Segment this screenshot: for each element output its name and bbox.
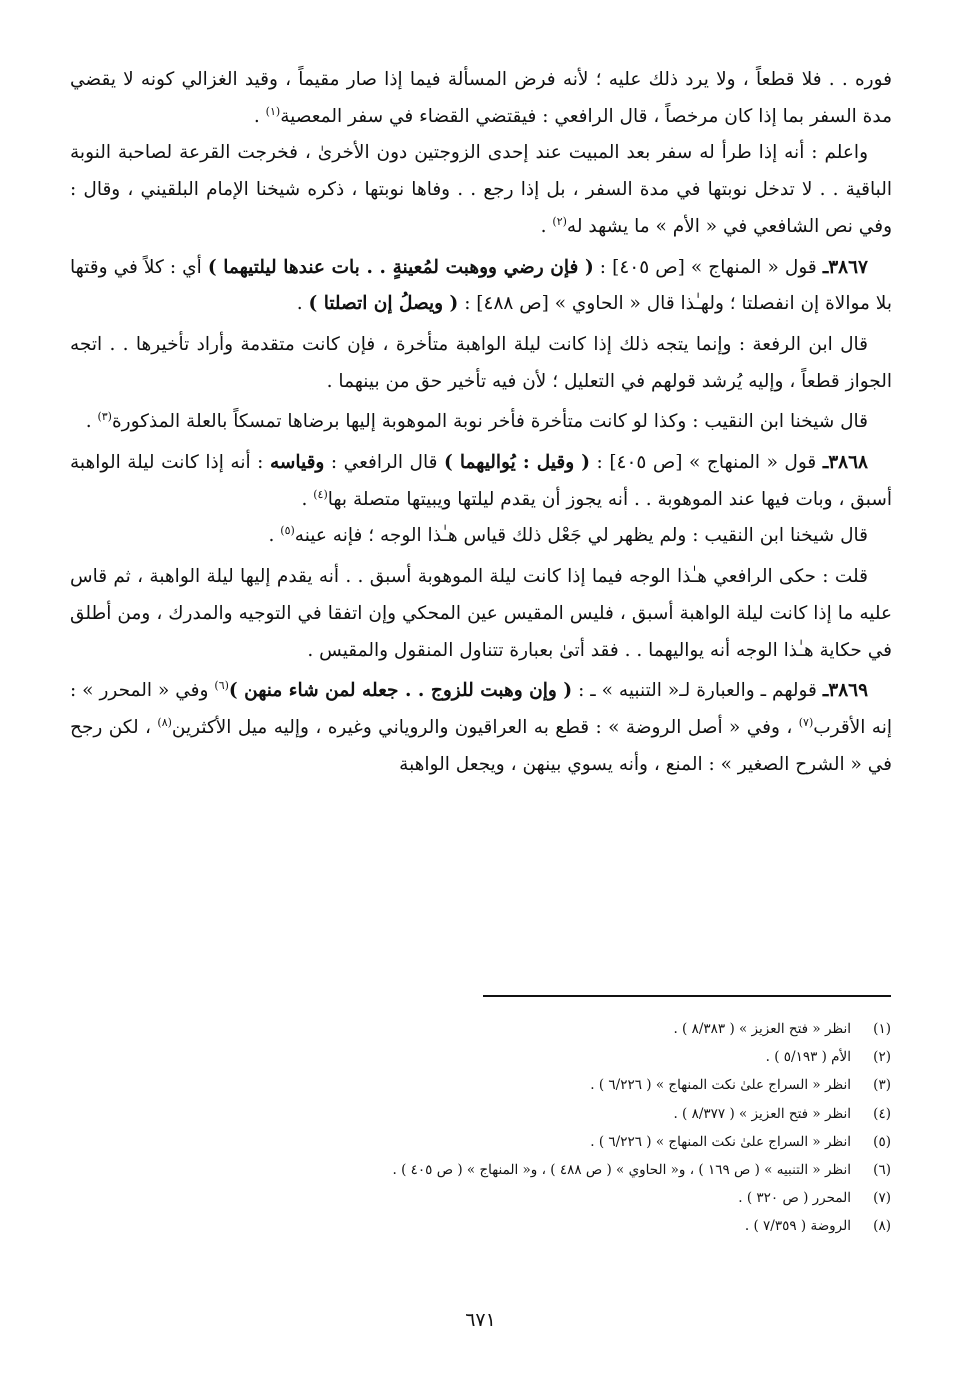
paragraph-text: ، لكن رجح في « الشرح الصغير » : المنع ، وأنه يسوي بينهن ، ويجعل الواهبة xyxy=(70,716,892,775)
footnote-text: الأم ( ٥/١٩٣ ) . xyxy=(765,1049,851,1066)
footnote-text: انظر « السراج علىٰ نكت المنهاج » ( ٦/٢٢٦ ) . xyxy=(590,1077,851,1094)
paragraph-3867 xyxy=(70,250,892,323)
page-number: ٦٧١ xyxy=(465,1309,496,1331)
footnote-ref: (٧) xyxy=(798,715,814,729)
paragraph-text: فوره . . فلا قطعاً ، ولا يرد ذلك عليه ؛ لأنه فرض المسألة فيما إذا صار مقيماً ، وقيد الغزالي كونه لا يقضي مدة السفر بما إذا كان مرخصاً ، قال الرافعي : فيقتضي القضاء في سفر المعصية xyxy=(70,69,892,127)
footnote-text: انظر « فتح العزيز » ( ٨/٣٧٧ ) . xyxy=(673,1105,851,1122)
paragraph-text: قال الرافعي : xyxy=(324,452,444,474)
footnote-text: المحرر ( ص ٣٢٠ ) . xyxy=(738,1190,851,1207)
footnote-item xyxy=(70,1071,891,1099)
quoted-text: ( فإن رضي ووهبت لمُعينةٍ . . بات عندها ليلتيهما ) xyxy=(207,256,594,278)
paragraph-text: قال شيخنا ابن النقيب : ولم يظهر لي جَعْل ذلك قياس هـٰذا الوجه ؛ فإنه عينه xyxy=(294,525,868,547)
footnote-divider xyxy=(483,995,891,997)
paragraph-end: . xyxy=(268,525,281,547)
footnote-number: (٨) xyxy=(873,1218,891,1235)
footnote-ref: (٤) xyxy=(313,487,328,501)
paragraph-end: . xyxy=(540,215,553,237)
paragraph-8 xyxy=(70,559,892,669)
paragraph-3869 xyxy=(70,673,892,783)
quoted-text: ( وقيل : يُواليهما ) xyxy=(443,452,591,474)
issue-number: ٣٨٦٧ـ xyxy=(822,256,868,278)
footnote-ref: (٦) xyxy=(214,679,229,693)
paragraph-text: قلت : حكى الرافعي هـٰذا الوجه فيما إذا كانت ليلة الموهوبة أسبق . . أنه يقدم إليها ليلة الواهبة ، ثم قاس عليه ما إذا كانت ليلة الواهبة أسبق ، فليس المقيس عين المحكي وإن اتفقا في التوجيه والمدرك ، ومن أطلق في حكاية هـٰذا الوجه أنه يواليهما . . فقد أتىٰ بعبارة تتناول المنقول والمقيس . xyxy=(70,566,892,661)
quoted-text: ( وإن وهبت للزوج . . جعله لمن شاء منهن ) xyxy=(228,680,573,702)
issue-number: ٣٨٦٩ـ xyxy=(822,680,869,702)
paragraph-end: . xyxy=(296,293,309,315)
footnote-ref: (٢) xyxy=(552,214,567,228)
paragraph-7 xyxy=(70,518,892,555)
footnote-ref: (١) xyxy=(265,104,281,118)
paragraph-5 xyxy=(70,404,892,441)
main-text xyxy=(70,62,892,783)
footnote-item xyxy=(70,1128,891,1156)
footnote-item xyxy=(70,1184,891,1212)
paragraph-end: . xyxy=(301,488,314,510)
footnote-number: (٣) xyxy=(873,1077,891,1094)
footnote-number: (١) xyxy=(873,1021,891,1037)
paragraph-2 xyxy=(70,135,892,245)
footnote-number: (٥) xyxy=(873,1133,891,1150)
footnote-number: (٧) xyxy=(873,1190,891,1207)
paragraph-text: قول « المنهاج » [ص ٤٠٥] : xyxy=(593,256,823,278)
footnote-item xyxy=(70,1212,891,1240)
footnote-ref: (٥) xyxy=(280,524,295,538)
footnote-text: انظر « السراج علىٰ نكت المنهاج » ( ٦/٢٢٦ ) . xyxy=(590,1133,851,1150)
paragraph-text: وفي « المحرر » : إنه الأقرب xyxy=(70,680,892,738)
quoted-text: ( ويصلُ إن اتصلتا ) xyxy=(308,293,459,315)
footnote-item xyxy=(70,1156,891,1184)
paragraph-3868 xyxy=(70,445,892,518)
footnote-item xyxy=(70,1043,891,1071)
paragraph-text: ، وفي « أصل الروضة » : قطع به العراقيون والروياني وغيره ، وإليه ميل الأكثرين xyxy=(171,716,799,738)
footnote-ref: (٣) xyxy=(97,410,112,424)
keyword-text: وقياسه xyxy=(269,452,325,474)
paragraph-text: قول « المنهاج » [ص ٤٠٥] : xyxy=(590,452,823,474)
footnote-number: (٤) xyxy=(873,1105,891,1122)
footnote-text: انظر « التنبيه » ( ص ١٦٩ ) ، و« الحاوي » ( ص ٤٨٨ ) ، و« المنهاج » ( ص ٤٠٥ ) . xyxy=(392,1161,851,1178)
paragraph-end: . xyxy=(253,105,266,127)
paragraph-text: قال ابن الرفعة : وإنما يتجه ذلك إذا كانت ليلة الواهبة متأخرة ، فإن كانت متقدمة وأراد تأخيرها . . اتجه الجواز قطعاً ، وإليه يُرشد قولهم في التعليل ؛ لأن فيه تأخير حق من بينهما . xyxy=(70,333,892,392)
paragraph-end: . xyxy=(85,411,98,433)
paragraph-1 xyxy=(70,62,892,135)
issue-number: ٣٨٦٨ـ xyxy=(822,452,868,474)
footnote-item xyxy=(70,1015,891,1043)
footnote-number: (٢) xyxy=(873,1049,891,1066)
paragraph-text: قال شيخنا ابن النقيب : وكذا لو كانت متأخرة فأخر نوبة الموهوبة إليها برضاها تمسكاً بالعلة المذكورة xyxy=(111,411,868,433)
paragraph-text: : أنه إذا كانت ليلة الواهبة أسبق ، وبات فيها عند الموهوبة . . أنه يجوز أن يقدم ليلتها ويبيتها متصلة بها xyxy=(70,452,892,510)
footnote-number: (٦) xyxy=(873,1161,891,1178)
footnote-item xyxy=(70,1100,891,1128)
paragraph-text: أي : كلاً في وقتها بلا موالاة إن انفصلتا ؛ ولهـٰذا قال « الحاوي » [ص ٤٨٨] : xyxy=(70,256,892,315)
paragraph-text: قولهم ـ والعبارة لـ« التنبيه » ـ : xyxy=(572,680,823,702)
footnote-ref: (٨) xyxy=(157,715,172,729)
paragraph-text: واعلم : أنه إذا طرأ له سفر بعد المبيت عند إحدى الزوجتين دون الأخرىٰ ، فخرجت القرعة لصاحبة النوبة الباقية . . لا تدخل نوبتها في مدة السفر ، بل إذا رجع . . وفاها نوبتها ، ذكره شيخنا الإمام البلقيني ، وقال : وفي نص الشافعي في « الأم » ما يشهد له xyxy=(70,142,892,237)
paragraph-4 xyxy=(70,327,892,400)
footnote-text: الروضة ( ٧/٣٥٩ ) . xyxy=(744,1218,851,1235)
footnotes-list xyxy=(70,1015,891,1241)
footnote-text: انظر « فتح العزيز » ( ٨/٣٨٣ ) . xyxy=(673,1021,851,1037)
